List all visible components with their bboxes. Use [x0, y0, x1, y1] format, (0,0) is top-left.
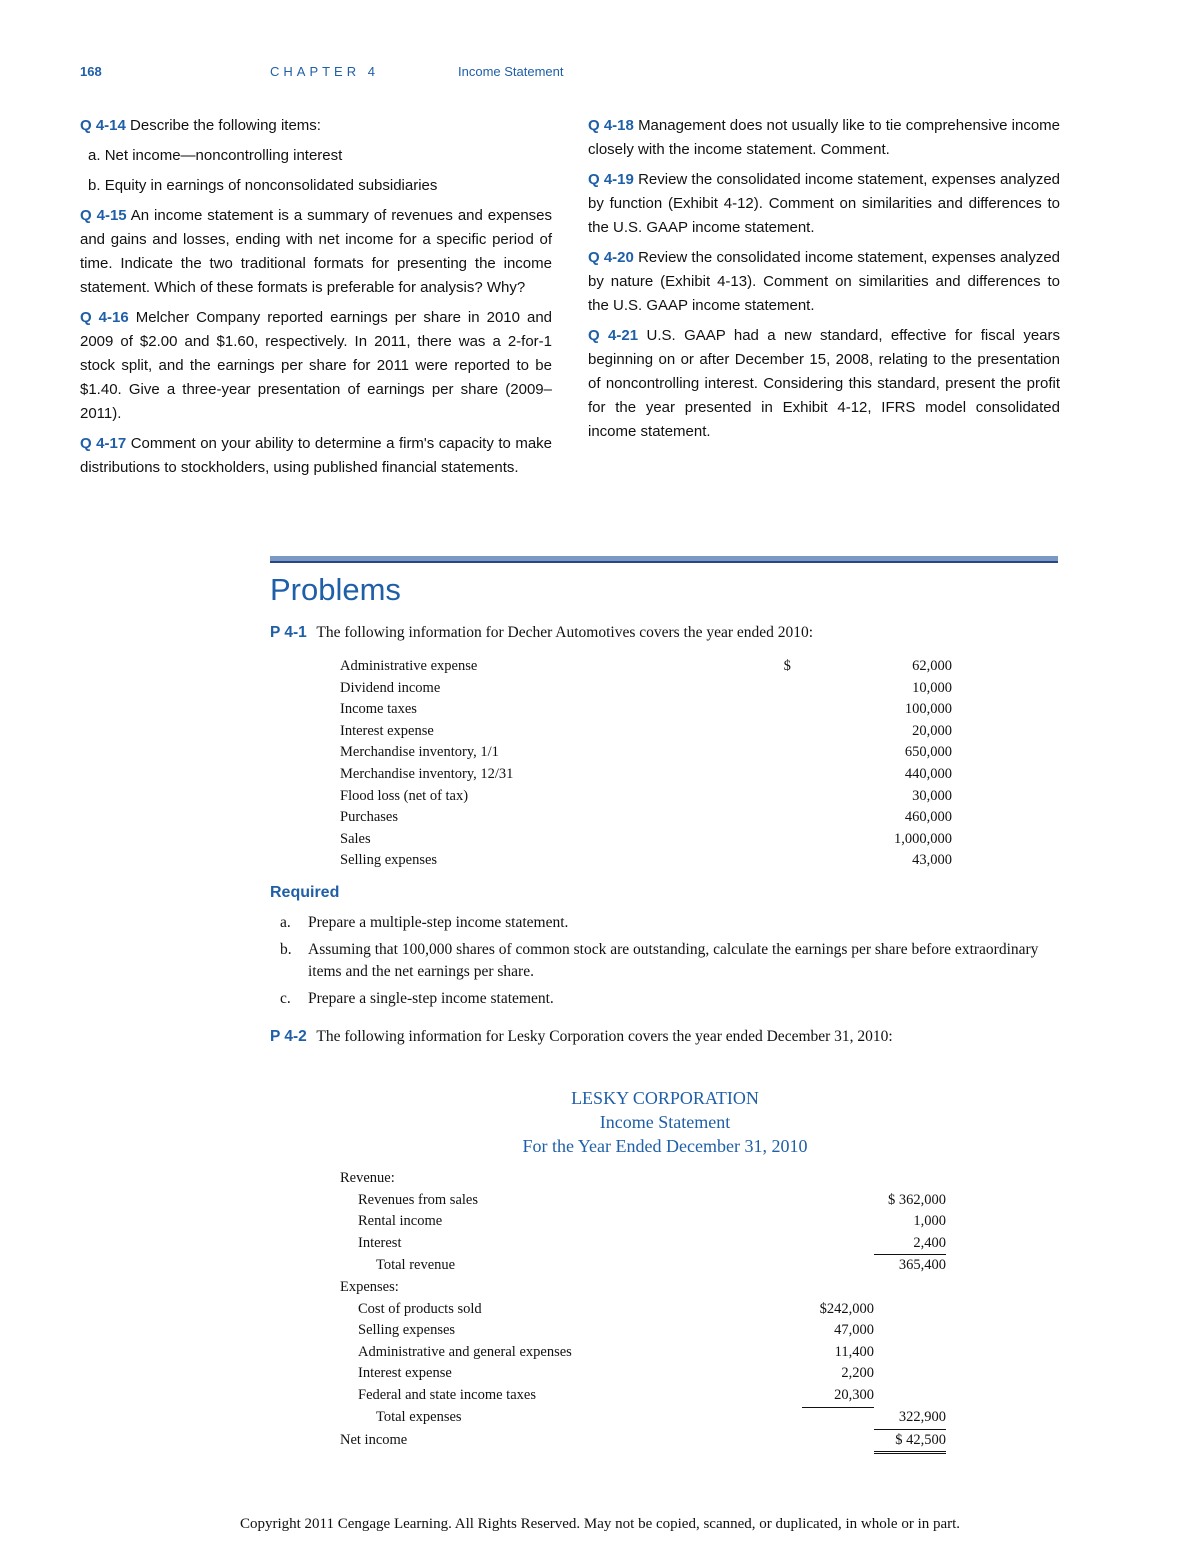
- table-row: [340, 807, 952, 829]
- list-item: [80, 144, 552, 168]
- table-row: [340, 678, 952, 700]
- line-item: Dividend income: [340, 679, 441, 696]
- currency-symbol: [784, 721, 804, 743]
- table-row: [340, 1190, 946, 1212]
- question-label: Q 4-15: [80, 207, 127, 224]
- amount: $ 362,000: [888, 1191, 946, 1208]
- table-row: [340, 1233, 946, 1255]
- question-4-21: [588, 324, 1060, 444]
- problem-text: The following information for Lesky Corporation covers the year ended December 31, 2010:: [316, 1028, 893, 1045]
- item-text: Net income—noncontrolling interest: [104, 147, 343, 164]
- question-text: Review the consolidated income statement, expenses analyzed by nature (Exhibit 4-13). Comment on similarities and differences to the U.S. GAAP income statement.: [588, 249, 1061, 314]
- line-item: Federal and state income taxes: [358, 1387, 536, 1404]
- revenue-heading: Revenue:: [340, 1170, 395, 1186]
- amount: 2,200: [841, 1365, 874, 1382]
- total-label: Total expenses: [376, 1409, 462, 1426]
- statement-company: LESKY CORPORATION: [571, 1088, 759, 1108]
- page-number: 168: [80, 64, 102, 79]
- question-text: An income statement is a summary of revenues and expenses and gains and losses, ending with net income for a specific period of time. Indicate the two traditional formats for presenting the income statement. Which of these formats is preferable for analysis? Why?: [80, 207, 552, 296]
- item-marker: a.: [88, 147, 101, 164]
- currency-symbol: [784, 764, 804, 786]
- amount: 20,000: [912, 722, 952, 739]
- total-amount: 365,400: [898, 1257, 946, 1274]
- expenses-heading: Expenses:: [340, 1278, 399, 1295]
- problem-label: P 4-2: [270, 1028, 307, 1045]
- amount: $242,000: [819, 1300, 874, 1317]
- question-4-19: [588, 168, 1060, 240]
- question-label: Q 4-19: [588, 171, 634, 188]
- amount: 43,000: [912, 852, 952, 869]
- table-row: [340, 1363, 946, 1385]
- line-item: Selling expenses: [340, 852, 438, 869]
- currency-symbol: [784, 850, 804, 872]
- item-text: Assuming that 100,000 shares of common stock are outstanding, calculate the earnings per share before extraordinary items and the net earnings per share.: [308, 941, 1039, 980]
- amount: 100,000: [904, 701, 952, 718]
- line-item: Revenues from sales: [358, 1191, 478, 1208]
- amount: 460,000: [904, 809, 952, 826]
- table-row: [340, 721, 952, 743]
- amount: 650,000: [904, 744, 952, 761]
- line-item: Interest expense: [358, 1365, 452, 1382]
- question-4-14: [80, 114, 552, 138]
- amount: 1,000: [913, 1213, 946, 1230]
- amount: 20,300: [802, 1385, 874, 1407]
- line-item: Interest: [358, 1235, 402, 1252]
- currency-symbol: $: [783, 658, 791, 674]
- line-item: Rental income: [358, 1213, 443, 1230]
- question-4-17: [80, 432, 552, 480]
- table-row: [340, 1385, 946, 1407]
- question-4-15: [80, 204, 552, 300]
- amount: 440,000: [904, 765, 952, 782]
- amount: 1,000,000: [894, 830, 952, 847]
- line-item: Administrative and general expenses: [358, 1343, 572, 1360]
- problem-4-1-table: [340, 656, 952, 872]
- line-item: Sales: [340, 830, 371, 847]
- line-item: Merchandise inventory, 12/31: [340, 765, 514, 782]
- table-row: [340, 1255, 946, 1277]
- line-item: Merchandise inventory, 1/1: [340, 744, 499, 761]
- problem-4-1-intro: [270, 622, 813, 644]
- table-row: [340, 1320, 946, 1342]
- question-label: Q 4-16: [80, 309, 129, 326]
- item-text: Prepare a single-step income statement.: [308, 990, 554, 1007]
- amount: 62,000: [912, 658, 952, 674]
- currency-symbol: [784, 699, 804, 721]
- item-marker: b.: [88, 177, 101, 194]
- question-text: Comment on your ability to determine a firm's capacity to make distributions to stockholders, using published financial statements.: [80, 435, 552, 476]
- total-label: Total revenue: [376, 1257, 456, 1274]
- question-4-20: [588, 246, 1060, 318]
- currency-symbol: [784, 829, 804, 851]
- item-marker: a.: [280, 914, 291, 931]
- line-item: Interest expense: [340, 722, 434, 739]
- currency-symbol: [784, 807, 804, 829]
- question-label: Q 4-18: [588, 117, 634, 134]
- list-item: [280, 939, 1060, 983]
- problem-label: P 4-1: [270, 624, 307, 641]
- list-item: [280, 988, 1060, 1010]
- amount: 10,000: [912, 679, 952, 696]
- list-item: [80, 174, 552, 198]
- question-label: Q 4-17: [80, 435, 127, 452]
- line-item: Income taxes: [340, 701, 417, 718]
- question-text: Review the consolidated income statement, expenses analyzed by function (Exhibit 4-12). Comment on similarities and differences to the U.S. GAAP income statement.: [588, 171, 1061, 236]
- question-text: Management does not usually like to tie comprehensive income closely with the income statement. Comment.: [588, 117, 1061, 158]
- amount: 47,000: [834, 1322, 874, 1339]
- chapter-title: Income Statement: [458, 64, 564, 79]
- question-text: Melcher Company reported earnings per share in 2010 and 2009 of $2.00 and $1.60, respectively. In 2011, there was a 2-for-1 stock split, and the earnings per share for 2011 were reported to be $1.40. Give a three-year presentation of earnings per share (2009–2011).: [80, 309, 552, 422]
- currency-symbol: [784, 678, 804, 700]
- table-row: [340, 1429, 946, 1453]
- table-row: [340, 656, 952, 678]
- income-statement-table: [340, 1168, 946, 1454]
- question-label: Q 4-14: [80, 117, 126, 134]
- line-item: Administrative expense: [340, 658, 478, 674]
- chapter-label: CHAPTER 4: [270, 64, 379, 79]
- table-row: [340, 1168, 946, 1190]
- line-item: Flood loss (net of tax): [340, 787, 469, 804]
- table-row: [340, 1407, 946, 1429]
- question-text: Describe the following items:: [130, 117, 321, 134]
- line-item: Purchases: [340, 809, 398, 826]
- statement-period: For the Year Ended December 31, 2010: [522, 1136, 808, 1156]
- amount: 30,000: [912, 787, 952, 804]
- line-item: Cost of products sold: [358, 1300, 482, 1317]
- section-divider-line: [270, 561, 1058, 563]
- line-item: Selling expenses: [358, 1322, 456, 1339]
- table-row: [340, 742, 952, 764]
- question-text: U.S. GAAP had a new standard, effective for fiscal years beginning on or after December 15, 2008, relating to the presentation of noncontrolling interest. Considering this standard, present the profit for the year presented in Exhibit 4-12, IFRS model consolidated income statement.: [588, 327, 1061, 440]
- currency-symbol: [784, 742, 804, 764]
- required-heading: Required: [270, 884, 340, 901]
- item-text: Prepare a multiple-step income statement.: [308, 914, 569, 931]
- table-row: [340, 1277, 946, 1299]
- total-amount: 322,900: [874, 1407, 946, 1429]
- copyright-footer: Copyright 2011 Cengage Learning. All Rights Reserved. May not be copied, scanned, or duplicated, in whole or in part.: [239, 1516, 961, 1532]
- problem-4-2-intro: [270, 1026, 893, 1048]
- question-4-18: [588, 114, 1060, 162]
- currency-symbol: [784, 786, 804, 808]
- question-4-16: [80, 306, 552, 426]
- table-row: [340, 1211, 946, 1233]
- table-row: [340, 1342, 946, 1364]
- item-text: Equity in earnings of nonconsolidated subsidiaries: [104, 177, 438, 194]
- table-row: [340, 786, 952, 808]
- questions-right-column: [588, 114, 1060, 450]
- item-marker: c.: [280, 990, 291, 1007]
- problem-text: The following information for Decher Automotives covers the year ended 2010:: [316, 624, 814, 641]
- table-row: [340, 1299, 946, 1321]
- net-income-amount: $ 42,500: [874, 1429, 946, 1453]
- net-income-label: Net income: [340, 1432, 408, 1449]
- amount: 11,400: [834, 1343, 874, 1360]
- table-row: [340, 850, 952, 872]
- amount: 2,400: [874, 1233, 946, 1255]
- list-item: [280, 912, 1060, 934]
- question-label: Q 4-20: [588, 249, 634, 266]
- question-label: Q 4-21: [588, 327, 639, 344]
- statement-title: Income Statement: [599, 1112, 731, 1132]
- item-marker: b.: [280, 941, 292, 958]
- problems-heading: Problems: [270, 572, 401, 607]
- questions-left-column: [80, 114, 552, 486]
- table-row: [340, 699, 952, 721]
- table-row: [340, 764, 952, 786]
- table-row: [340, 829, 952, 851]
- required-list: [280, 912, 1060, 1015]
